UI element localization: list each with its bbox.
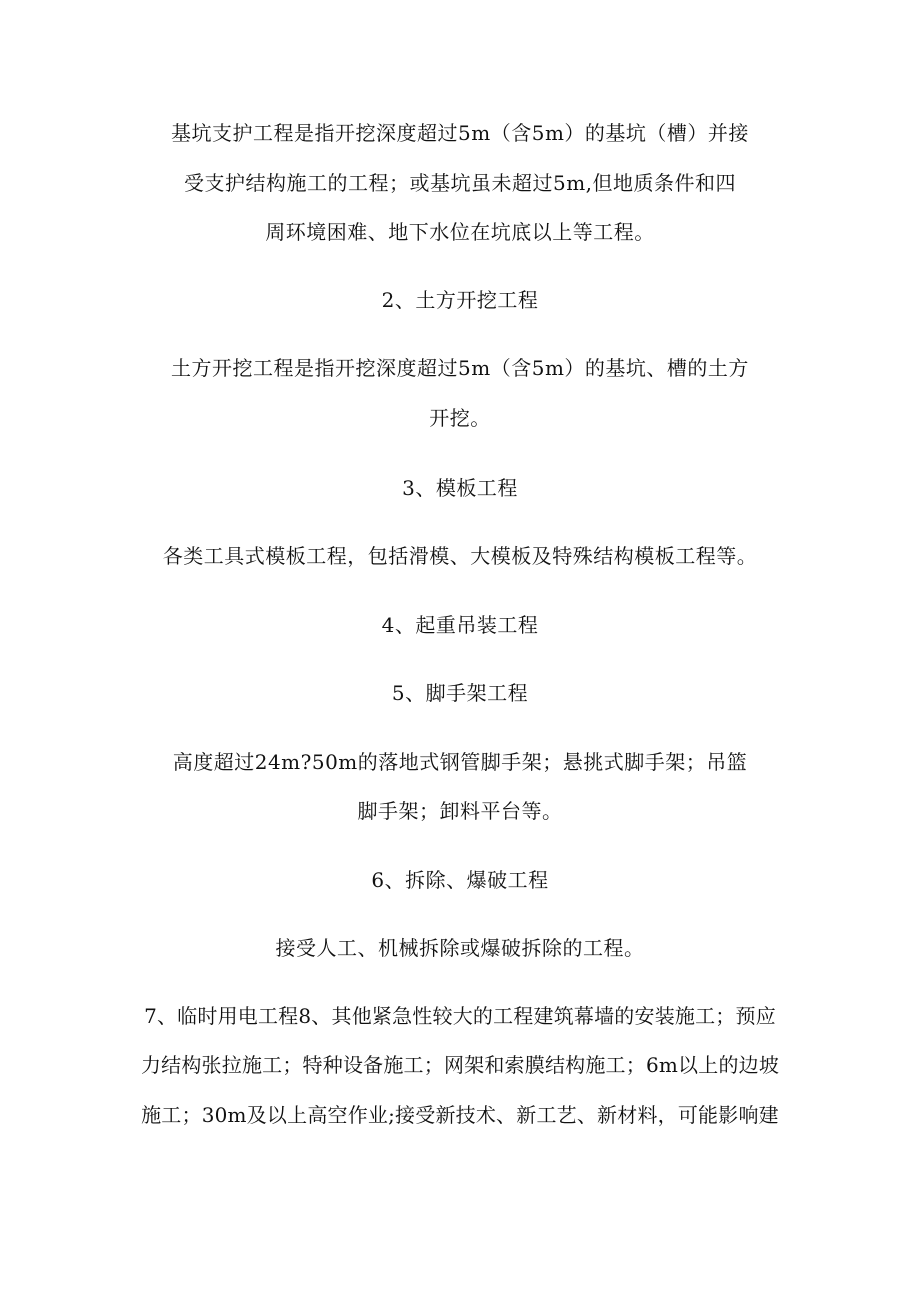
paragraph-line: 脚手架；卸料平台等。 bbox=[357, 799, 563, 823]
paragraph-line: 受支护结构施工的工程；或基坑虽未超过5m,但地质条件和四 bbox=[183, 171, 737, 195]
paragraph-line: 各类工具式模板工程，包括滑模、大模板及特殊结构模板工程等。 bbox=[162, 544, 758, 568]
paragraph-line: 7、临时用电工程8、其他紧急性较大的工程建筑幕墙的安装施工；预应 bbox=[144, 1004, 776, 1028]
paragraph-line: 施工；30m及以上高空作业;接受新技术、新工艺、新材料，可能影响建 bbox=[141, 1103, 779, 1127]
section-heading: 4、起重吊装工程 bbox=[381, 613, 539, 637]
paragraph-line: 周环境困难、地下水位在坑底以上等工程。 bbox=[265, 220, 655, 244]
section-heading: 3、模板工程 bbox=[402, 476, 518, 500]
paragraph-line: 开挖。 bbox=[429, 406, 491, 430]
paragraph-line: 基坑支护工程是指开挖深度超过5m（含5m）的基坑（槽）并接 bbox=[171, 121, 749, 145]
section-heading: 6、拆除、爆破工程 bbox=[371, 868, 549, 892]
paragraph-line: 土方开挖工程是指开挖深度超过5m（含5m）的基坑、槽的土方 bbox=[171, 356, 749, 380]
section-heading: 2、土方开挖工程 bbox=[381, 288, 539, 312]
paragraph-line: 高度超过24m?50m的落地式钢管脚手架；悬挑式脚手架；吊篮 bbox=[172, 750, 748, 774]
paragraph-line: 接受人工、机械拆除或爆破拆除的工程。 bbox=[275, 936, 645, 960]
paragraph-line: 力结构张拉施工；特种设备施工；网架和索膜结构施工；6m以上的边坡 bbox=[140, 1053, 780, 1077]
section-heading: 5、脚手架工程 bbox=[391, 681, 529, 705]
